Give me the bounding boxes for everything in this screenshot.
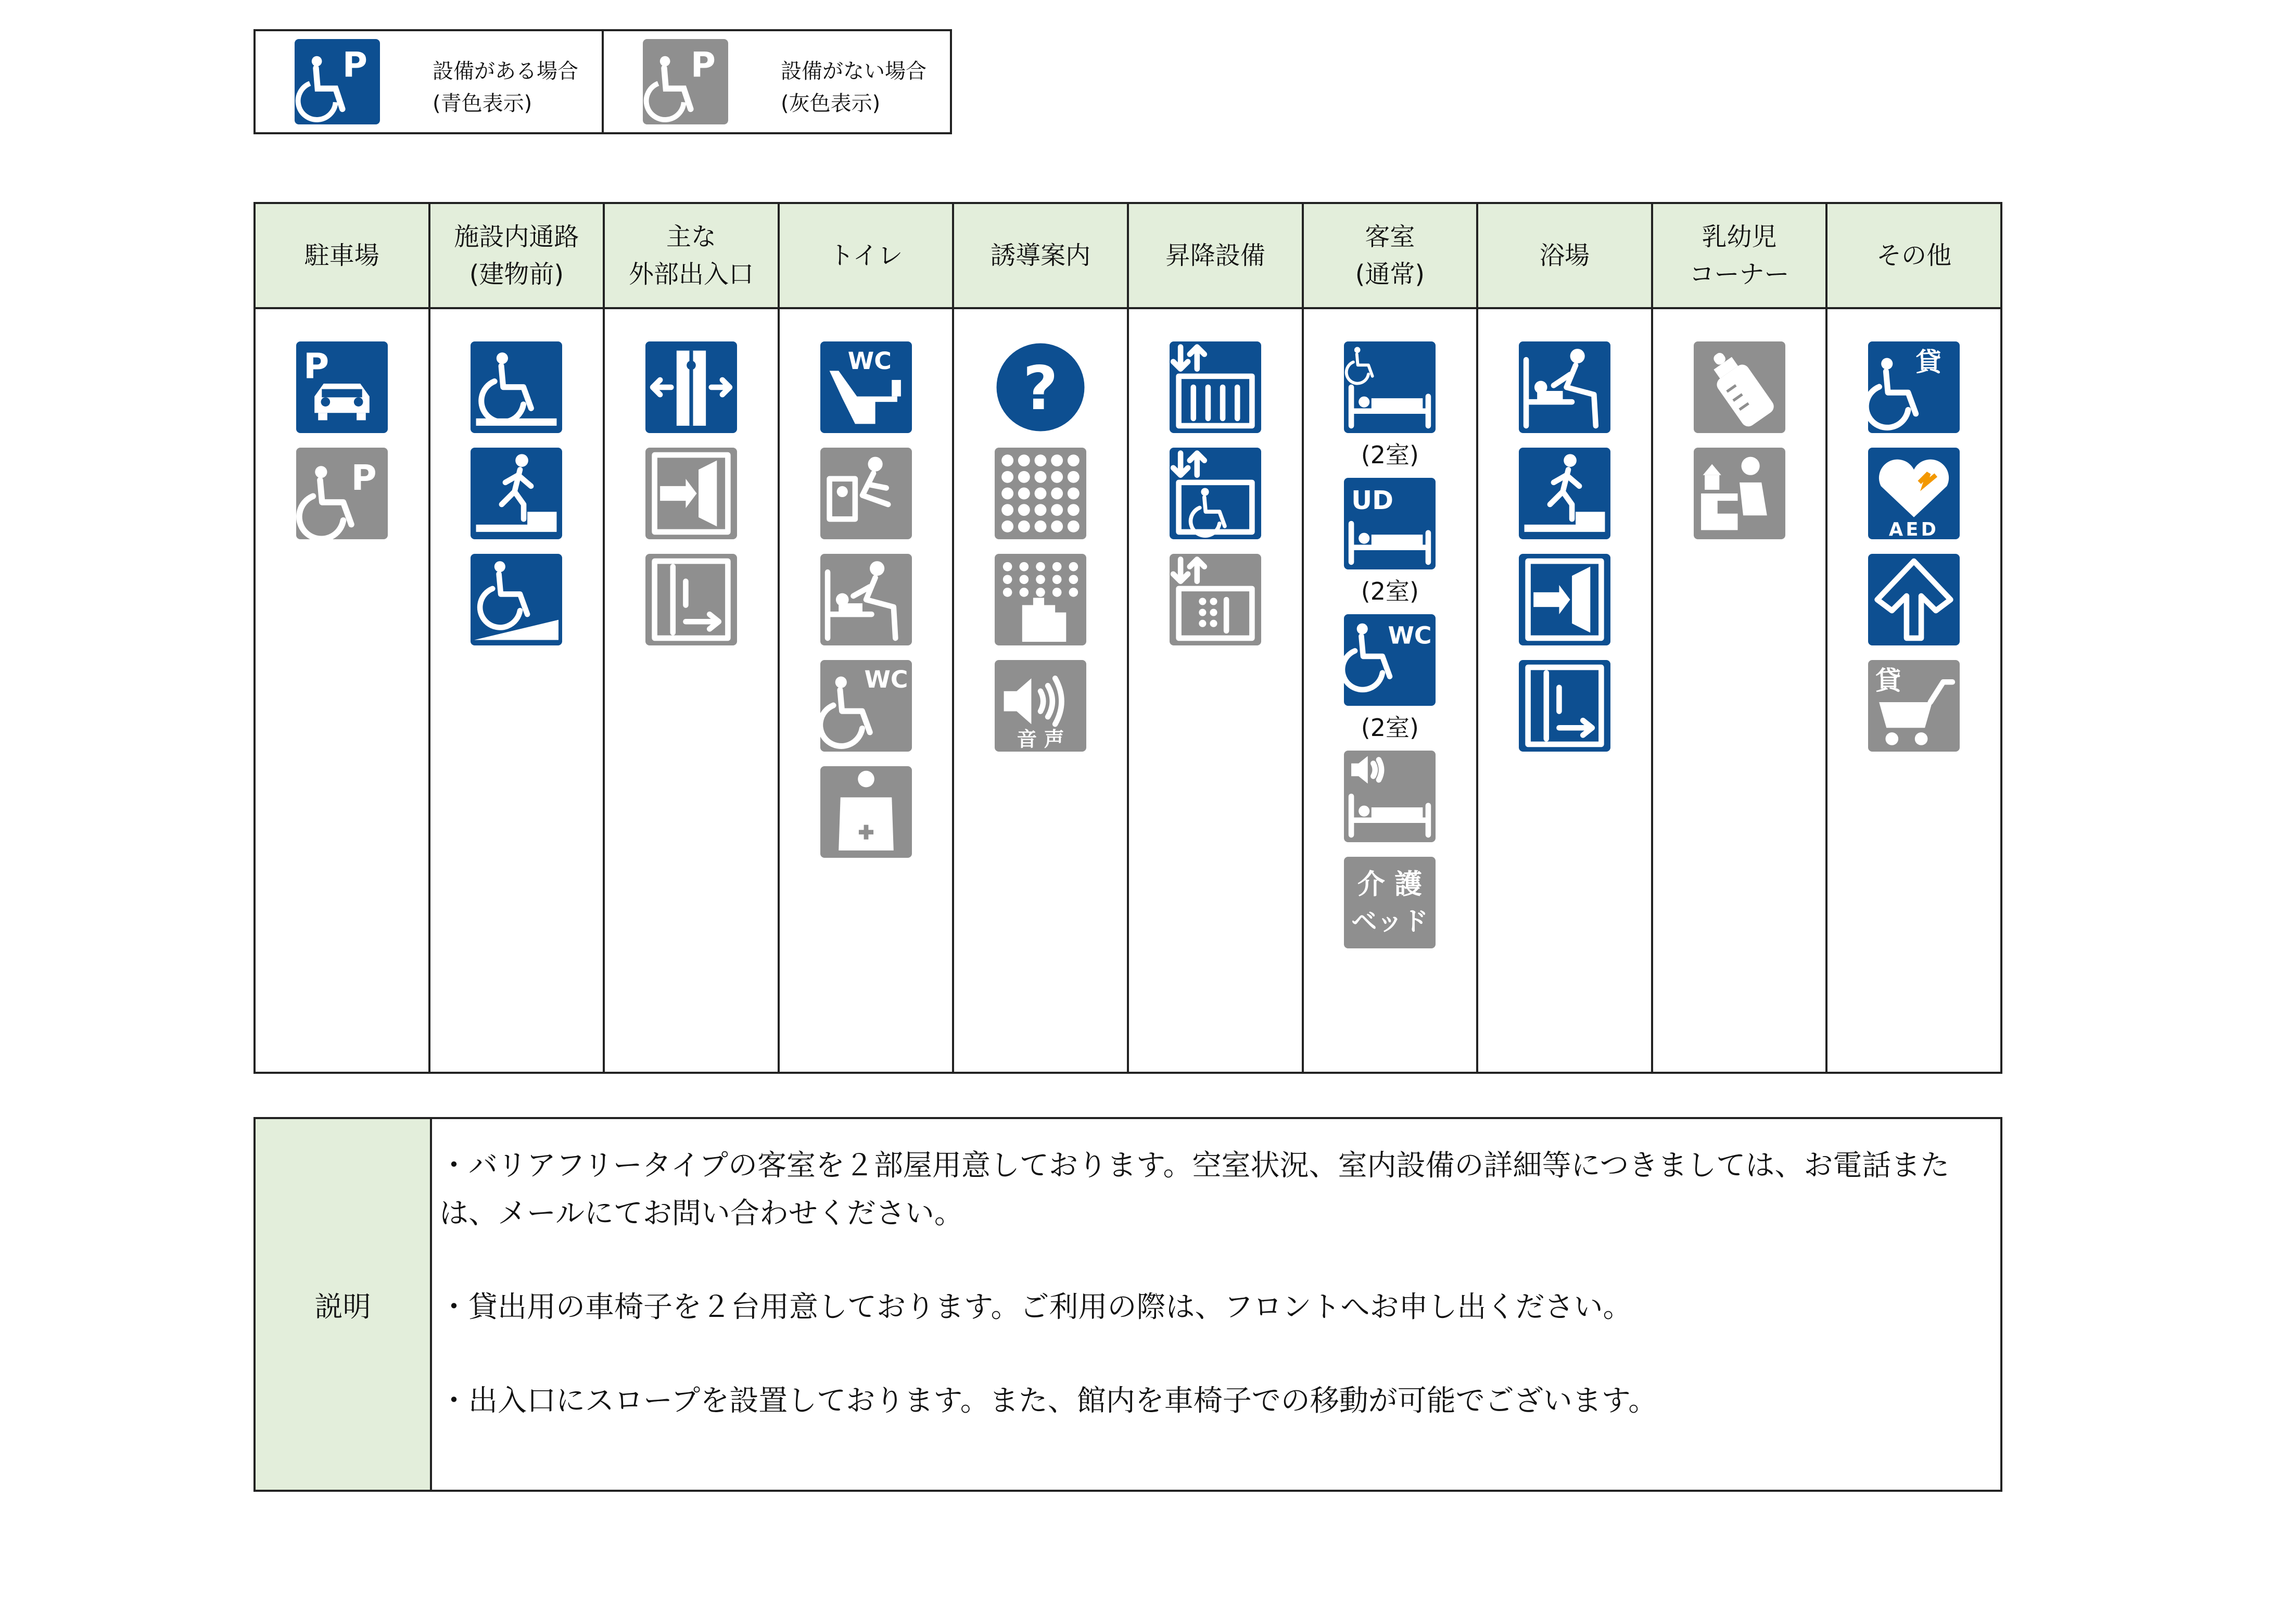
elevator-icon	[1170, 341, 1261, 433]
svg-text:P: P	[351, 457, 377, 498]
column-header: 客室 (通常)	[1304, 204, 1477, 309]
bath-swing-door-icon	[1519, 554, 1610, 645]
column-header: 施設内通路 (建物前)	[430, 204, 603, 309]
sliding-door-icon	[645, 554, 737, 645]
braille-block-icon	[995, 448, 1086, 539]
baby-chair-icon	[820, 448, 912, 539]
column	[1827, 204, 2000, 1072]
note-line: ・バリアフリータイプの客室を２部屋用意しております。空室状況、室内設備の詳細等につきましては、お電話または、メールにてお問い合わせください。	[439, 1149, 1950, 1230]
svg-text:介 護: 介 護	[1357, 868, 1423, 900]
column-header: 浴場	[1478, 204, 1651, 309]
column-icons	[1827, 309, 2000, 1072]
step-icon	[471, 448, 562, 539]
evacuation-icon	[1868, 554, 1960, 645]
column	[1478, 204, 1653, 1072]
column	[1304, 204, 1479, 1072]
column	[954, 204, 1129, 1072]
column-icons	[256, 309, 428, 1072]
room-count-caption: (2室)	[1361, 577, 1419, 605]
column-icons	[1304, 309, 1477, 1072]
notes-label: 説明	[256, 1119, 432, 1490]
universal-design-room-icon	[1344, 478, 1436, 569]
voice-room-icon	[1344, 751, 1436, 842]
voice-guide-icon	[995, 660, 1086, 752]
care-bed-icon	[1344, 857, 1436, 948]
washlet-wc-icon	[820, 341, 912, 433]
ramp-icon	[471, 554, 562, 645]
wheelchair-rental-icon	[1868, 341, 1960, 433]
swing-door-icon	[645, 448, 737, 539]
column-header: トイレ	[780, 204, 953, 309]
note-line: ・貸出用の車椅子を２台用意しております。ご利用の際は、フロントへお申し出ください。	[439, 1290, 1632, 1324]
legend-unavailable-text: 設備がない場合 (灰色表示)	[781, 59, 926, 116]
column-icons	[780, 309, 953, 1072]
column-icons	[605, 309, 778, 1072]
accessible-wc-icon	[820, 660, 912, 752]
facilities-table	[253, 202, 2002, 1074]
legend-unavailable	[602, 31, 950, 132]
column-header: 昇降設備	[1129, 204, 1302, 309]
automatic-door-icon	[645, 341, 737, 433]
column	[780, 204, 955, 1072]
bath-step-icon	[1519, 448, 1610, 539]
column	[430, 204, 605, 1072]
column-header: 乳幼児 コーナー	[1653, 204, 1826, 309]
legend-available-text: 設備がある場合 (青色表示)	[433, 59, 578, 116]
kids-corner-icon	[1694, 448, 1785, 539]
svg-text:P: P	[342, 45, 367, 85]
column	[256, 204, 430, 1072]
svg-text:UD: UD	[1351, 485, 1394, 515]
ostomate-icon	[820, 766, 912, 858]
legend	[253, 29, 952, 134]
information-icon	[995, 341, 1086, 433]
svg-text:WC: WC	[1388, 621, 1432, 650]
accessible-elevator-icon	[1170, 448, 1261, 539]
parking-icon	[296, 341, 388, 433]
column-header: 誘導案内	[954, 204, 1127, 309]
braille-elevator-icon	[1170, 554, 1261, 645]
stroller-rental-icon	[1868, 660, 1960, 752]
column-icons	[954, 309, 1127, 1072]
svg-text:ベッド: ベッド	[1351, 906, 1429, 936]
svg-text:AED: AED	[1888, 518, 1939, 539]
svg-text:WC: WC	[847, 347, 892, 375]
column	[605, 204, 780, 1072]
accessible-room-icon	[1344, 341, 1436, 433]
svg-text:貸: 貸	[1875, 665, 1901, 696]
column-header: 駐車場	[256, 204, 428, 309]
bath-assist-icon	[1519, 341, 1610, 433]
column-header: その他	[1827, 204, 2000, 309]
notes-body	[432, 1119, 2000, 1490]
column-icons	[1129, 309, 1302, 1072]
note-line: ・出入口にスロープを設置しております。また、館内を車椅子での移動が可能でございます。	[439, 1384, 1658, 1418]
svg-text:P: P	[303, 346, 329, 387]
svg-text:音 声: 音 声	[1017, 728, 1064, 752]
column	[1653, 204, 1828, 1072]
column-icons	[430, 309, 603, 1072]
column	[1129, 204, 1304, 1072]
bath-sliding-door-icon	[1519, 660, 1610, 752]
accessible-parking-icon	[295, 39, 380, 124]
column-header: 主な 外部出入口	[605, 204, 778, 309]
svg-text:?: ?	[1023, 353, 1058, 424]
legend-available	[256, 31, 602, 132]
column-icons	[1478, 309, 1651, 1072]
svg-text:P: P	[690, 45, 716, 85]
accessible-parking-icon	[296, 448, 388, 539]
svg-text:貸: 貸	[1915, 347, 1941, 377]
accessible-parking-icon	[643, 39, 728, 124]
aed-icon	[1868, 448, 1960, 539]
svg-text:WC: WC	[864, 665, 908, 693]
accessible-room-wc-icon	[1344, 614, 1436, 706]
wheelchair-flat-icon	[471, 341, 562, 433]
room-count-caption: (2室)	[1361, 441, 1419, 469]
notes-table	[253, 1117, 2002, 1492]
baby-bottle-icon	[1694, 341, 1785, 433]
room-count-caption: (2室)	[1361, 714, 1419, 742]
braille-guide-icon	[995, 554, 1086, 645]
diaper-table-icon	[820, 554, 912, 645]
column-icons	[1653, 309, 1826, 1072]
